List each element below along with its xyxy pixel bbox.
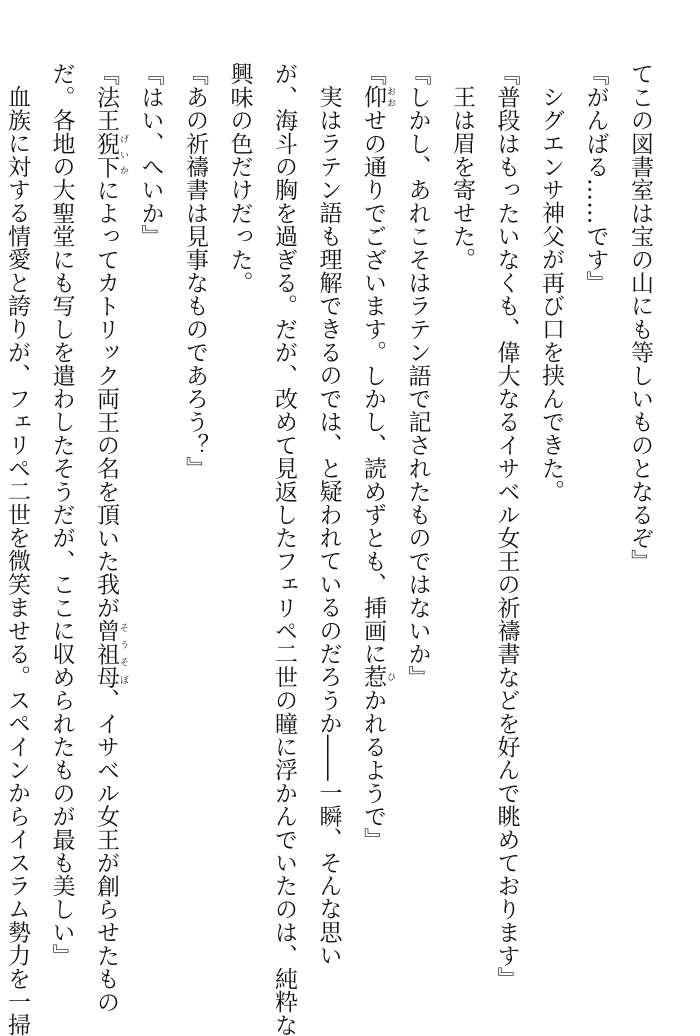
text-segment: によってカトリック両王の名を頂いた我が xyxy=(93,178,119,619)
ruby-base: 惹 xyxy=(360,665,386,689)
ruby-reading: ひ xyxy=(385,665,395,689)
text-segment: 『 xyxy=(360,62,386,86)
ruby-base: 曾祖母 xyxy=(93,618,119,689)
ruby-word xyxy=(93,131,128,179)
text-line xyxy=(351,62,396,962)
text-line: だ。各地の大聖堂にも写しを遣わしたそうだが、ここに収められたものが最も美しい』 xyxy=(48,62,75,967)
text-line xyxy=(84,62,129,1014)
text-segment: かれるようで』 xyxy=(360,688,386,851)
text-line: 実はラテン語も理解できるのでは、と疑われているのだろうか――一瞬、そんな思い xyxy=(315,85,342,967)
text-segment: 、イサベル女王が創らせたもの xyxy=(93,688,119,1014)
ruby-word xyxy=(93,618,128,689)
text-line: 『はい、へいか』 xyxy=(137,62,164,248)
ruby-reading: げいか xyxy=(118,131,128,178)
text-line: 『あの祈禱書は見事なものであろう？』 xyxy=(182,62,208,480)
ruby-word xyxy=(360,665,395,689)
text-line: 興味の色だけだった。 xyxy=(226,62,253,294)
text-line: が、海斗の胸を過ぎる。だが、改めて見返したフェリペ二世の瞳に浮かんでいたのは、純粋な xyxy=(271,62,297,1036)
text-line: てこの図書室は宝の山にも等しいものとなるぞ』 xyxy=(627,62,653,573)
ruby-base: 猊下 xyxy=(93,131,119,179)
text-line: 『がんばる……です』 xyxy=(582,62,609,294)
text-segment: せの通りでございます。しかし、読めずとも、挿画に xyxy=(360,108,386,666)
text-line: 『普段はもったいなくも、偉大なるイサベル女王の祈禱書などを好んで眺めております』 xyxy=(493,62,520,990)
ruby-reading: そうそぼ xyxy=(118,618,128,689)
vertical-text-body xyxy=(0,62,662,1036)
ruby-base: 仰 xyxy=(360,85,386,109)
ruby-word xyxy=(360,85,395,109)
text-line: 王は眉を寄せた。 xyxy=(449,85,475,271)
text-line: シグエンサ神父が再び口を挟んできた。 xyxy=(538,85,564,503)
text-line: 『しかし、あれこそはラテン語で記されたものではないか』 xyxy=(404,62,431,689)
ruby-reading: おお xyxy=(385,85,395,109)
text-segment: 『法王 xyxy=(93,62,119,132)
text-line: 血族に対する情愛と誇りが、フェリペ二世を微笑ませる。スペインからイスラム勢力を一掃 xyxy=(4,85,30,1036)
